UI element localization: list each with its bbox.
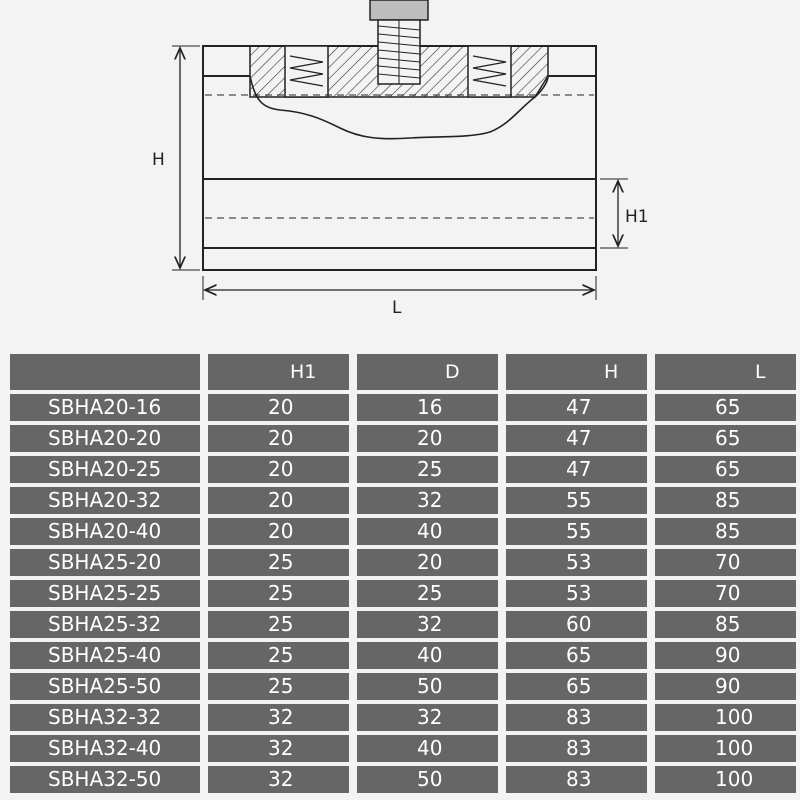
- cell-h1: 25: [208, 549, 349, 576]
- cell-model: SBHA20-16: [10, 394, 200, 421]
- cell-d: 40: [357, 735, 498, 762]
- h1-label: H1: [625, 207, 649, 227]
- cell-l: 70: [655, 549, 796, 576]
- cell-d: 16: [357, 394, 498, 421]
- cell-h: 55: [506, 518, 647, 545]
- cell-model: SBHA32-40: [10, 735, 200, 762]
- table-row: [10, 704, 800, 731]
- cell-d: 50: [357, 766, 498, 793]
- table-row: [10, 487, 800, 514]
- cell-l: 65: [655, 394, 796, 421]
- cell-l: 65: [655, 425, 796, 452]
- cell-h: 83: [506, 766, 647, 793]
- header-h1: H1: [208, 354, 349, 390]
- cell-d: 32: [357, 487, 498, 514]
- cell-l: 100: [655, 766, 796, 793]
- cell-model: SBHA20-40: [10, 518, 200, 545]
- table-row: [10, 611, 800, 638]
- cell-l: 85: [655, 611, 796, 638]
- cell-model: SBHA25-32: [10, 611, 200, 638]
- table-row: [10, 394, 800, 421]
- cell-h1: 25: [208, 580, 349, 607]
- cell-d: 25: [357, 456, 498, 483]
- cell-model: SBHA25-25: [10, 580, 200, 607]
- cell-h: 47: [506, 394, 647, 421]
- cell-h1: 25: [208, 611, 349, 638]
- cell-d: 32: [357, 611, 498, 638]
- table-row: [10, 766, 800, 793]
- table-row: [10, 673, 800, 700]
- spec-table: [10, 354, 800, 797]
- cell-model: SBHA32-50: [10, 766, 200, 793]
- cell-l: 90: [655, 642, 796, 669]
- cell-h: 65: [506, 642, 647, 669]
- cell-l: 85: [655, 518, 796, 545]
- cell-d: 50: [357, 673, 498, 700]
- cell-model: SBHA25-40: [10, 642, 200, 669]
- table-body: [10, 394, 800, 793]
- cell-h: 53: [506, 580, 647, 607]
- cell-h: 83: [506, 704, 647, 731]
- cell-h: 53: [506, 549, 647, 576]
- cell-h1: 32: [208, 735, 349, 762]
- cell-h1: 20: [208, 394, 349, 421]
- cell-h1: 20: [208, 487, 349, 514]
- l-label: L: [392, 298, 402, 318]
- cell-h1: 25: [208, 642, 349, 669]
- header-l: L: [655, 354, 796, 390]
- cell-model: SBHA20-25: [10, 456, 200, 483]
- table-row: [10, 549, 800, 576]
- table-row: [10, 425, 800, 452]
- cell-l: 100: [655, 704, 796, 731]
- cell-h: 55: [506, 487, 647, 514]
- cell-d: 40: [357, 518, 498, 545]
- header-model: [10, 354, 200, 390]
- cell-h: 60: [506, 611, 647, 638]
- cell-l: 70: [655, 580, 796, 607]
- cell-d: 40: [357, 642, 498, 669]
- table-row: [10, 642, 800, 669]
- cell-model: SBHA32-32: [10, 704, 200, 731]
- cell-d: 32: [357, 704, 498, 731]
- header-h: H: [506, 354, 647, 390]
- cell-h: 47: [506, 456, 647, 483]
- h-label: H: [152, 150, 165, 170]
- table-row: [10, 580, 800, 607]
- cell-h: 83: [506, 735, 647, 762]
- cell-d: 20: [357, 549, 498, 576]
- cell-h: 65: [506, 673, 647, 700]
- cell-model: SBHA20-20: [10, 425, 200, 452]
- table-row: [10, 518, 800, 545]
- cell-h1: 20: [208, 456, 349, 483]
- table-row: [10, 456, 800, 483]
- cell-l: 90: [655, 673, 796, 700]
- cell-l: 65: [655, 456, 796, 483]
- cell-h: 47: [506, 425, 647, 452]
- header-d: D: [357, 354, 498, 390]
- cell-model: SBHA25-50: [10, 673, 200, 700]
- cell-l: 100: [655, 735, 796, 762]
- cell-h1: 25: [208, 673, 349, 700]
- cell-d: 25: [357, 580, 498, 607]
- technical-drawing: [0, 0, 800, 340]
- cell-model: SBHA20-32: [10, 487, 200, 514]
- cell-l: 85: [655, 487, 796, 514]
- cell-h1: 32: [208, 766, 349, 793]
- table-header-row: [10, 354, 800, 390]
- cell-h1: 32: [208, 704, 349, 731]
- cell-h1: 20: [208, 518, 349, 545]
- table-row: [10, 735, 800, 762]
- cell-d: 20: [357, 425, 498, 452]
- screw-head: [370, 0, 428, 20]
- cell-model: SBHA25-20: [10, 549, 200, 576]
- cell-h1: 20: [208, 425, 349, 452]
